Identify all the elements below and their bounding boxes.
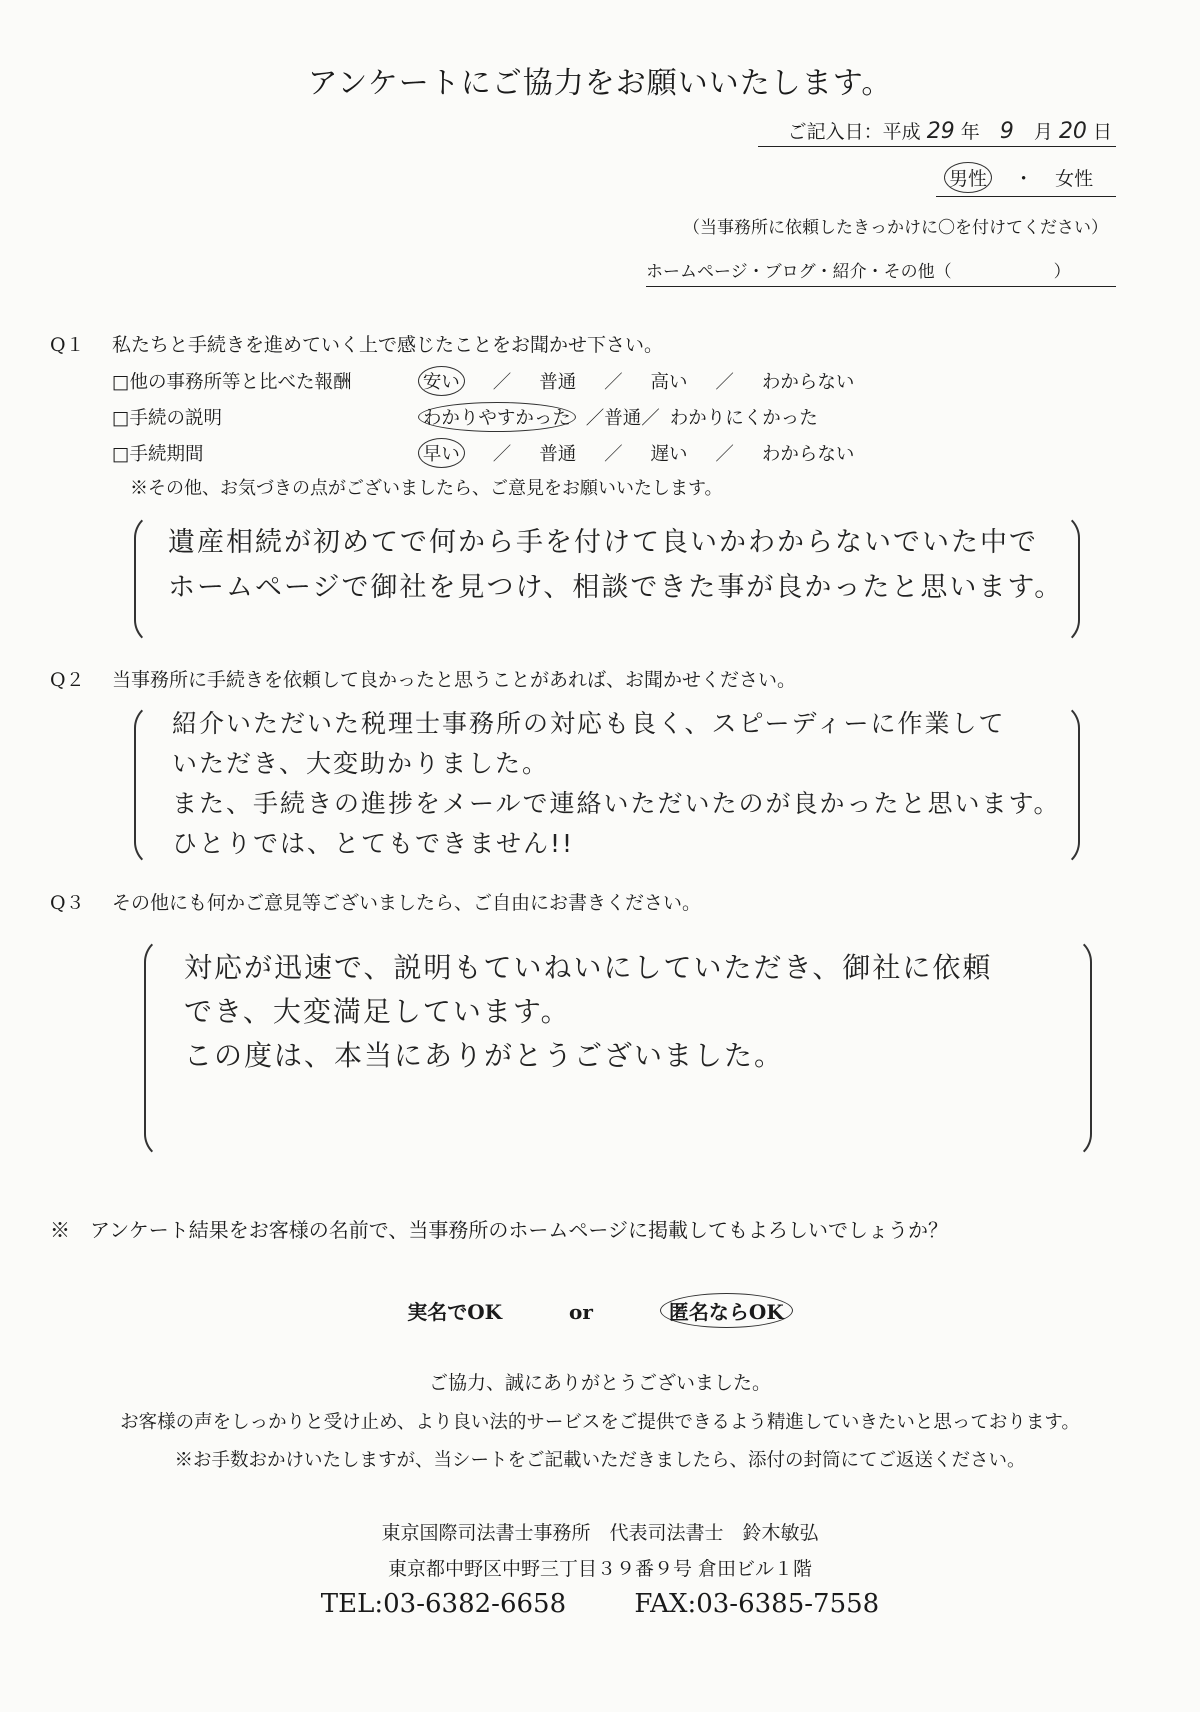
option-separator: ／ bbox=[604, 444, 623, 465]
q1-note: ※その他、お気づきの点がございましたら、ご意見をお願いいたします。 bbox=[130, 478, 723, 499]
option-separator: ／ bbox=[715, 444, 734, 465]
closing-message: お客様の声をしっかりと受け止め、より良い法的サービスをご提供できるよう精進していきたいと思っております。 bbox=[120, 1412, 1080, 1433]
publish-question: ※ アンケート結果をお客様の名前で、当事務所のホームページに掲載してもよろしいでしょうか？ bbox=[50, 1218, 948, 1242]
q2-question bbox=[50, 665, 796, 692]
q3-answer-line: 対応が迅速で、説明もていねいにしていただき、御社に依頼 bbox=[184, 951, 993, 984]
date-year[interactable]: 29 bbox=[926, 119, 955, 144]
q1-fee-options bbox=[418, 372, 876, 393]
q1-explanation-options bbox=[418, 408, 840, 429]
fee-option-cheap[interactable]: 安い bbox=[418, 366, 465, 396]
q3-answer-line: この度は、本当にありがとうございました。 bbox=[184, 1039, 785, 1072]
day-unit: 日 bbox=[1092, 121, 1112, 143]
q1-item-period bbox=[112, 438, 876, 468]
option-separator: ／ bbox=[715, 372, 734, 393]
survey-title: アンケートにご協力をお願いいたします。 bbox=[307, 66, 893, 101]
q3-number: Q３ bbox=[50, 892, 85, 914]
q1-number: Q１ bbox=[50, 334, 85, 356]
q2-answer-line: いただき、大変助かりました。 bbox=[172, 749, 550, 778]
q2-answer-box[interactable] bbox=[134, 702, 1080, 868]
fee-option-high[interactable]: 高い bbox=[650, 372, 688, 393]
period-option-normal[interactable]: 普通 bbox=[539, 444, 577, 465]
q1-period-options bbox=[418, 444, 876, 465]
closing-return-note: ※お手数おかけいたしますが、当シートをご記載いただきましたら、添付の封筒にてご返送ください。 bbox=[174, 1450, 1026, 1471]
q2-answer-line: 紹介いただいた税理士事務所の対応も良く、スピーディーに作業して bbox=[172, 709, 1006, 738]
q1-answer-box[interactable] bbox=[134, 512, 1080, 646]
q1-answer-line: 遺産相続が初めてで何から手を付けて良いかわからないでいた中で bbox=[168, 527, 1038, 558]
year-unit: 年 bbox=[960, 121, 980, 143]
closing-thanks: ご協力、誠にありがとうございました。 bbox=[428, 1372, 771, 1394]
q1-answer-line: ホームページで御社を見つけ、相談できた事が良かったと思います。 bbox=[168, 572, 1064, 603]
period-option-fast[interactable]: 早い bbox=[418, 438, 465, 468]
q1-item-explanation bbox=[112, 402, 840, 432]
q1-item-label[interactable]: □手続の説明 bbox=[112, 408, 222, 429]
q2-answer-line: ひとりでは、とてもできません!! bbox=[172, 829, 575, 858]
publish-options bbox=[0, 1293, 1200, 1328]
period-option-slow[interactable]: 遅い bbox=[650, 444, 688, 465]
q3-question bbox=[50, 888, 701, 915]
date-label: ご記入日：平成 bbox=[787, 121, 921, 143]
fee-option-normal[interactable]: 普通 bbox=[539, 372, 577, 393]
office-fax: FAX:03-6385-7558 bbox=[634, 1589, 880, 1619]
q3-answer-line: でき、大変満足しています。 bbox=[184, 995, 571, 1028]
q2-number: Q２ bbox=[50, 669, 85, 691]
explanation-option-clear[interactable]: わかりやすかった bbox=[418, 402, 576, 432]
publish-option-real-name[interactable]: 実名でOK bbox=[407, 1300, 503, 1324]
q2-answer-line: また、手続きの進捗をメールで連絡いただいたのが良かったと思います。 bbox=[172, 789, 1061, 818]
q2-text: 当事務所に手続きを依頼して良かったと思うことがあれば、お聞かせください。 bbox=[112, 669, 797, 691]
q1-item-label[interactable]: □他の事務所等と比べた報酬 bbox=[112, 372, 352, 393]
office-tel[interactable]: TEL:03-6382-6658 bbox=[320, 1589, 567, 1619]
office-contact bbox=[0, 1589, 1200, 1619]
q1-text: 私たちと手続きを進めていく上で感じたことをお聞かせ下さい。 bbox=[112, 334, 664, 356]
date-day[interactable]: 20 bbox=[1058, 119, 1087, 144]
explanation-option-normal[interactable]: ／普通／ bbox=[585, 408, 660, 429]
month-unit: 月 bbox=[1033, 121, 1053, 143]
entry-date bbox=[758, 117, 1116, 147]
gender-select bbox=[936, 162, 1116, 197]
trigger-note: （当事務所に依頼したきっかけに〇を付けてください） bbox=[683, 218, 1108, 238]
fee-option-unknown[interactable]: わからない bbox=[761, 372, 855, 393]
q3-text: その他にも何かご意見等ございましたら、ご自由にお書きください。 bbox=[112, 892, 702, 914]
q1-item-fee bbox=[112, 366, 876, 396]
option-separator: ／ bbox=[492, 444, 512, 465]
date-month[interactable]: 9 bbox=[999, 119, 1014, 144]
explanation-option-unclear[interactable]: わかりにくかった bbox=[669, 408, 818, 429]
publish-option-anonymous[interactable]: 匿名ならOK bbox=[660, 1293, 793, 1328]
option-separator: ／ bbox=[604, 372, 623, 393]
q1-item-label[interactable]: □手続期間 bbox=[112, 444, 204, 465]
option-separator: ／ bbox=[492, 372, 512, 393]
publish-option-or: or bbox=[569, 1300, 593, 1324]
office-name: 東京国際司法書士事務所 代表司法書士 鈴木敏弘 bbox=[381, 1522, 819, 1544]
gender-female-option[interactable]: 女性 bbox=[1055, 168, 1094, 190]
q1-question bbox=[50, 330, 663, 357]
period-option-unknown[interactable]: わからない bbox=[761, 444, 855, 465]
gender-male-option[interactable]: 男性 bbox=[944, 162, 992, 193]
q3-answer-box[interactable] bbox=[144, 936, 1092, 1160]
gender-separator: ・ bbox=[1014, 168, 1034, 190]
office-address: 東京都中野区中野三丁目３９番９号 倉田ビル１階 bbox=[387, 1558, 813, 1580]
trigger-options[interactable]: ホームページ・ブログ・紹介・その他（ ） bbox=[646, 257, 1116, 287]
